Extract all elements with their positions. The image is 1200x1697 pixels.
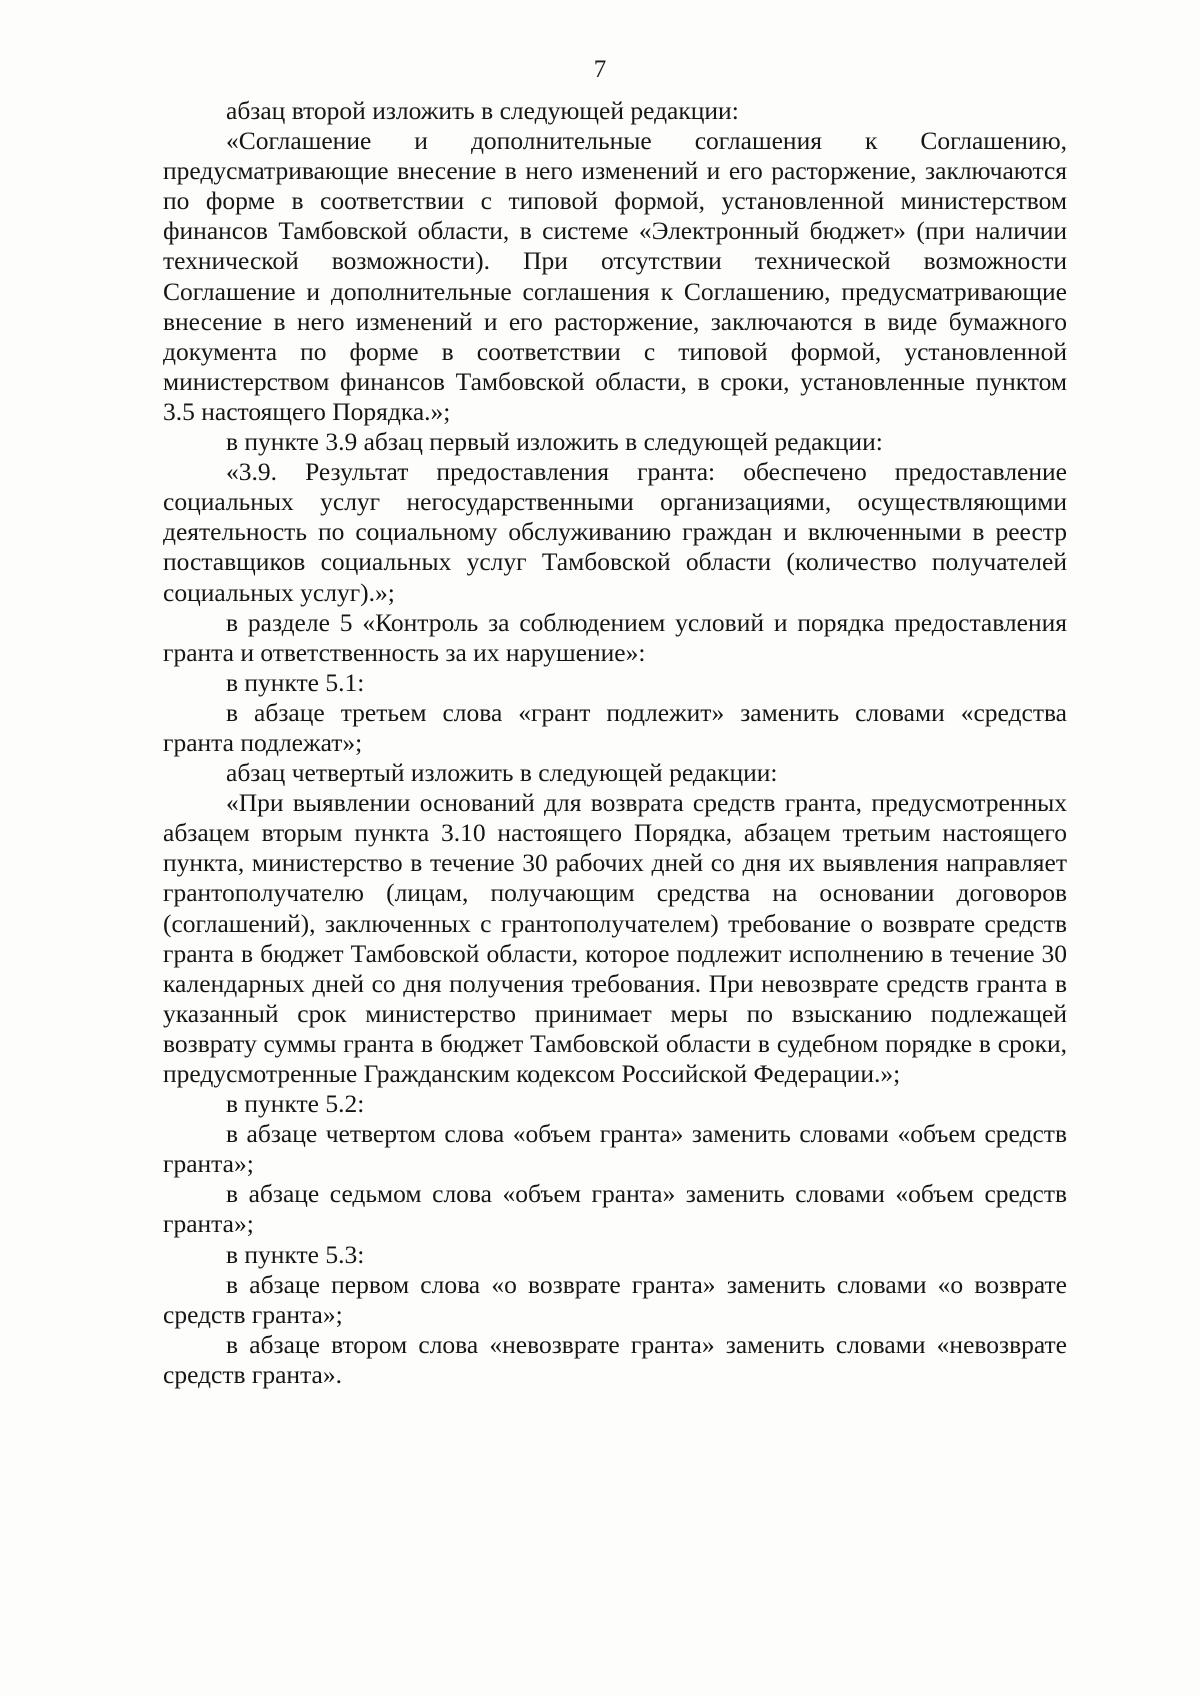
paragraph: в абзаце седьмом слова «объем гранта» заменить словами «объем средств гранта»; xyxy=(163,1179,1067,1239)
paragraph: в абзаце втором слова «невозврате гранта» заменить словами «невозврате средств гранта». xyxy=(163,1329,1067,1389)
paragraph: «При выявлении оснований для возврата средств гранта, предусмотренных абзацем вторым пункта 3.10 настоящего Порядка, абзацем третьим настоящего пункта, министерство в течение 30 рабочих дней со дня их выявления направляет грантополучателю (лицам, получающим средства на основании договоров (соглашений), заключенных с грантополучателем) требование о возврате средств гранта в бюджет Тамбовской области, которое подлежит исполнению в течение 30 календарных дней со дня получения требования. При невозврате средств гранта в указанный срок министерство принимает меры по взысканию подлежащей возврату суммы гранта в бюджет Тамбовской области в судебном порядке в сроки, предусмотренные Гражданским кодексом Российской Федерации.»; xyxy=(163,788,1067,1088)
paragraph: в пункте 5.2: xyxy=(226,1089,365,1119)
paragraph: абзац второй изложить в следующей редакции: xyxy=(226,96,739,125)
page-number: 7 xyxy=(593,56,607,83)
paragraph: абзац четвертый изложить в следующей редакции: xyxy=(226,758,778,788)
document-body xyxy=(163,96,1067,1390)
paragraph: «3.9. Результат предоставления гранта: обеспечено предоставление социальных услуг негосударственными организациями, осуществляющими деятельность по социальному обслуживанию граждан и включенными в реестр поставщиков социальных услуг Тамбовской области (количество получателей социальных услуг).»; xyxy=(163,457,1067,607)
paragraph: в пункте 5.1: xyxy=(226,667,365,697)
paragraph: в абзаце третьем слова «грант подлежит» заменить словами «средства гранта подлежат»; xyxy=(163,697,1067,757)
paragraph: в абзаце четвертом слова «объем гранта» заменить словами «объем средств гранта»; xyxy=(163,1119,1067,1179)
paragraph: «Соглашение и дополнительные соглашения к Соглашению, предусматривающие внесение в него изменений и его расторжение, заключаются по форме в соответствии с типовой формой, установленной министерством финансов Тамбовской области, в системе «Электронный бюджет» (при наличии технической возможности). При отсутствии технической возможности Соглашение и дополнительные соглашения к Соглашению, предусматривающие внесение в него изменений и его расторжение, заключаются в виде бумажного документа по форме в соответствии с типовой формой, установленной министерством финансов Тамбовской области, в сроки, установленные пунктом 3.5 настоящего Порядка.»; xyxy=(163,126,1067,426)
paragraph: в абзаце первом слова «о возврате гранта» заменить словами «о возврате средств гранта»; xyxy=(163,1269,1067,1329)
paragraph: в разделе 5 «Контроль за соблюдением условий и порядка предоставления гранта и ответственность за их нарушение»: xyxy=(163,607,1067,667)
paragraph: в пункте 5.3: xyxy=(226,1239,365,1269)
paragraph: в пункте 3.9 абзац первый изложить в следующей редакции: xyxy=(226,427,883,457)
